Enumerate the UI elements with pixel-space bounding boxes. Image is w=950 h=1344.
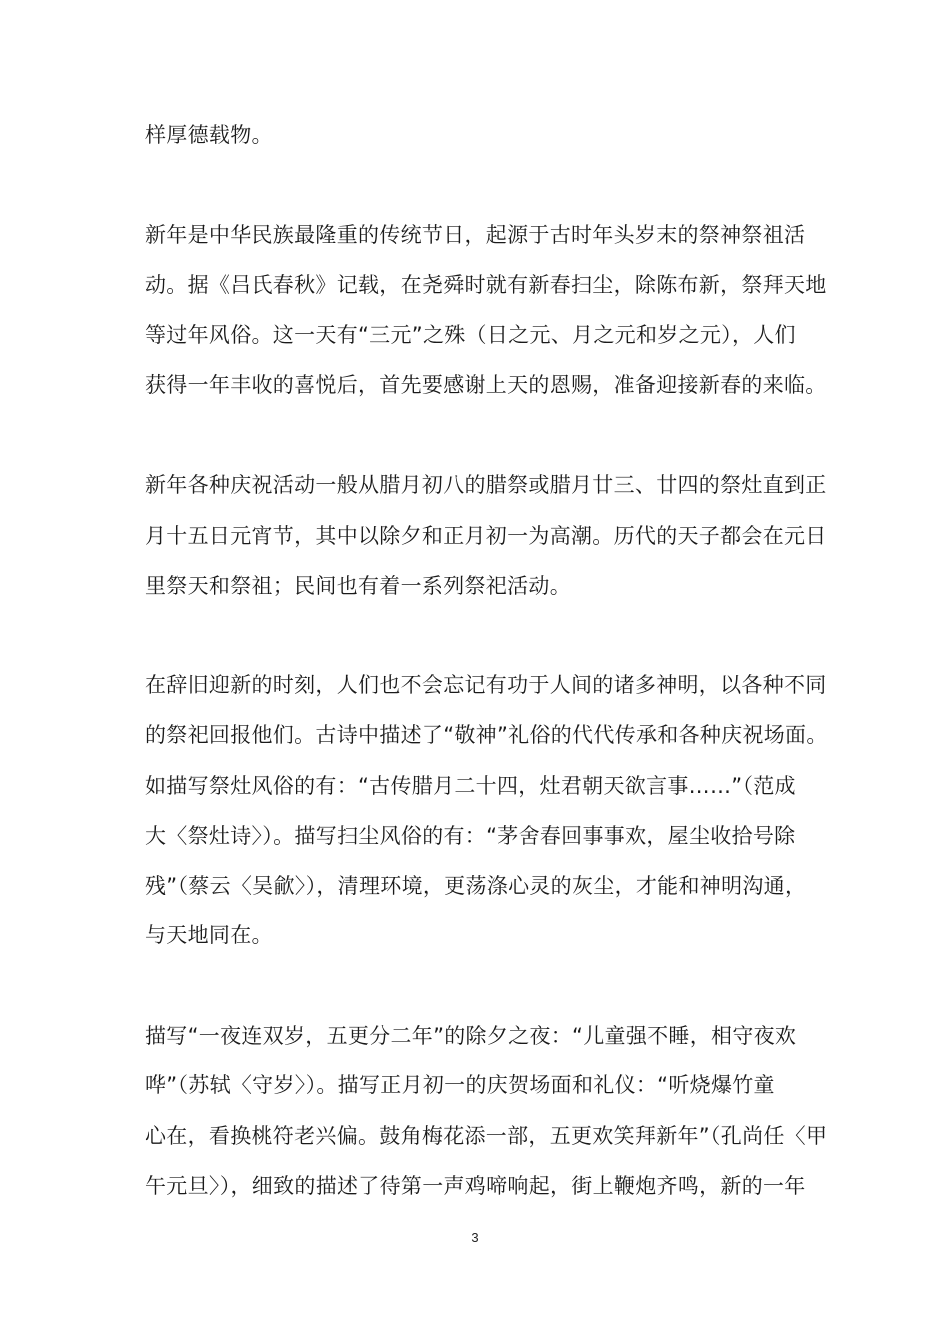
paragraph-4-line-5: 残”（蔡云〈吴歈〉），清理环境，更荡涤心灵的灰尘，才能和神明沟通，	[145, 874, 807, 898]
page-number: 3	[471, 1230, 479, 1245]
paragraph-4-line-4: 大〈祭灶诗〉）。描写扫尘风俗的有：“茅舍春回事事欢，屋尘收拾号除	[145, 824, 796, 848]
paragraph-4-line-1: 在辞旧迎新的时刻，人们也不会忘记有功于人间的诸多神明，以各种不同	[145, 673, 827, 697]
paragraph-2-line-4: 获得一年丰收的喜悦后，首先要感谢上天的恩赐，准备迎接新春的来临。	[145, 373, 827, 397]
paragraph-5-line-2: 哗”（苏轼〈守岁〉）。描写正月初一的庆贺场面和礼仪：“听烧爆竹童	[145, 1073, 775, 1097]
paragraph-5-line-3: 心在，看换桃符老兴偏。鼓角梅花添一部，五更欢笑拜新年”（孔尚任〈甲	[145, 1124, 828, 1148]
paragraph-5-line-1: 描写“一夜连双岁，五更分二年”的除夕之夜：“儿童强不睡，相守夜欢	[145, 1024, 797, 1048]
paragraph-2-line-3: 等过年风俗。这一天有“三元”之殊（日之元、月之元和岁之元），人们	[145, 323, 796, 347]
paragraph-4-line-3: 如描写祭灶风俗的有：“古传腊月二十四，灶君朝天欲言事……”（范成	[145, 774, 796, 798]
paragraph-1-line-1: 样厚德载物。	[145, 123, 273, 147]
paragraph-2-line-1: 新年是中华民族最隆重的传统节日，起源于古时年头岁末的祭神祭祖活	[145, 223, 806, 247]
paragraph-5-line-4: 午元旦〉），细致的描述了待第一声鸡啼响起，街上鞭炮齐鸣，新的一年	[145, 1174, 806, 1198]
paragraph-3-line-3: 里祭天和祭祖；民间也有着一系列祭祀活动。	[145, 574, 571, 598]
paragraph-3-line-1: 新年各种庆祝活动一般从腊月初八的腊祭或腊月廿三、廿四的祭灶直到正	[145, 473, 827, 497]
paragraph-2-line-2: 动。据《吕氏春秋》记载，在尧舜时就有新春扫尘，除陈布新，祭拜天地	[145, 273, 827, 297]
paragraph-4-line-6: 与天地同在。	[145, 923, 273, 947]
paragraph-4-line-2: 的祭祀回报他们。古诗中描述了“敬神”礼俗的代代传承和各种庆祝场面。	[145, 723, 828, 747]
paragraph-3-line-2: 月十五日元宵节，其中以除夕和正月初一为高潮。历代的天子都会在元日	[145, 524, 827, 548]
